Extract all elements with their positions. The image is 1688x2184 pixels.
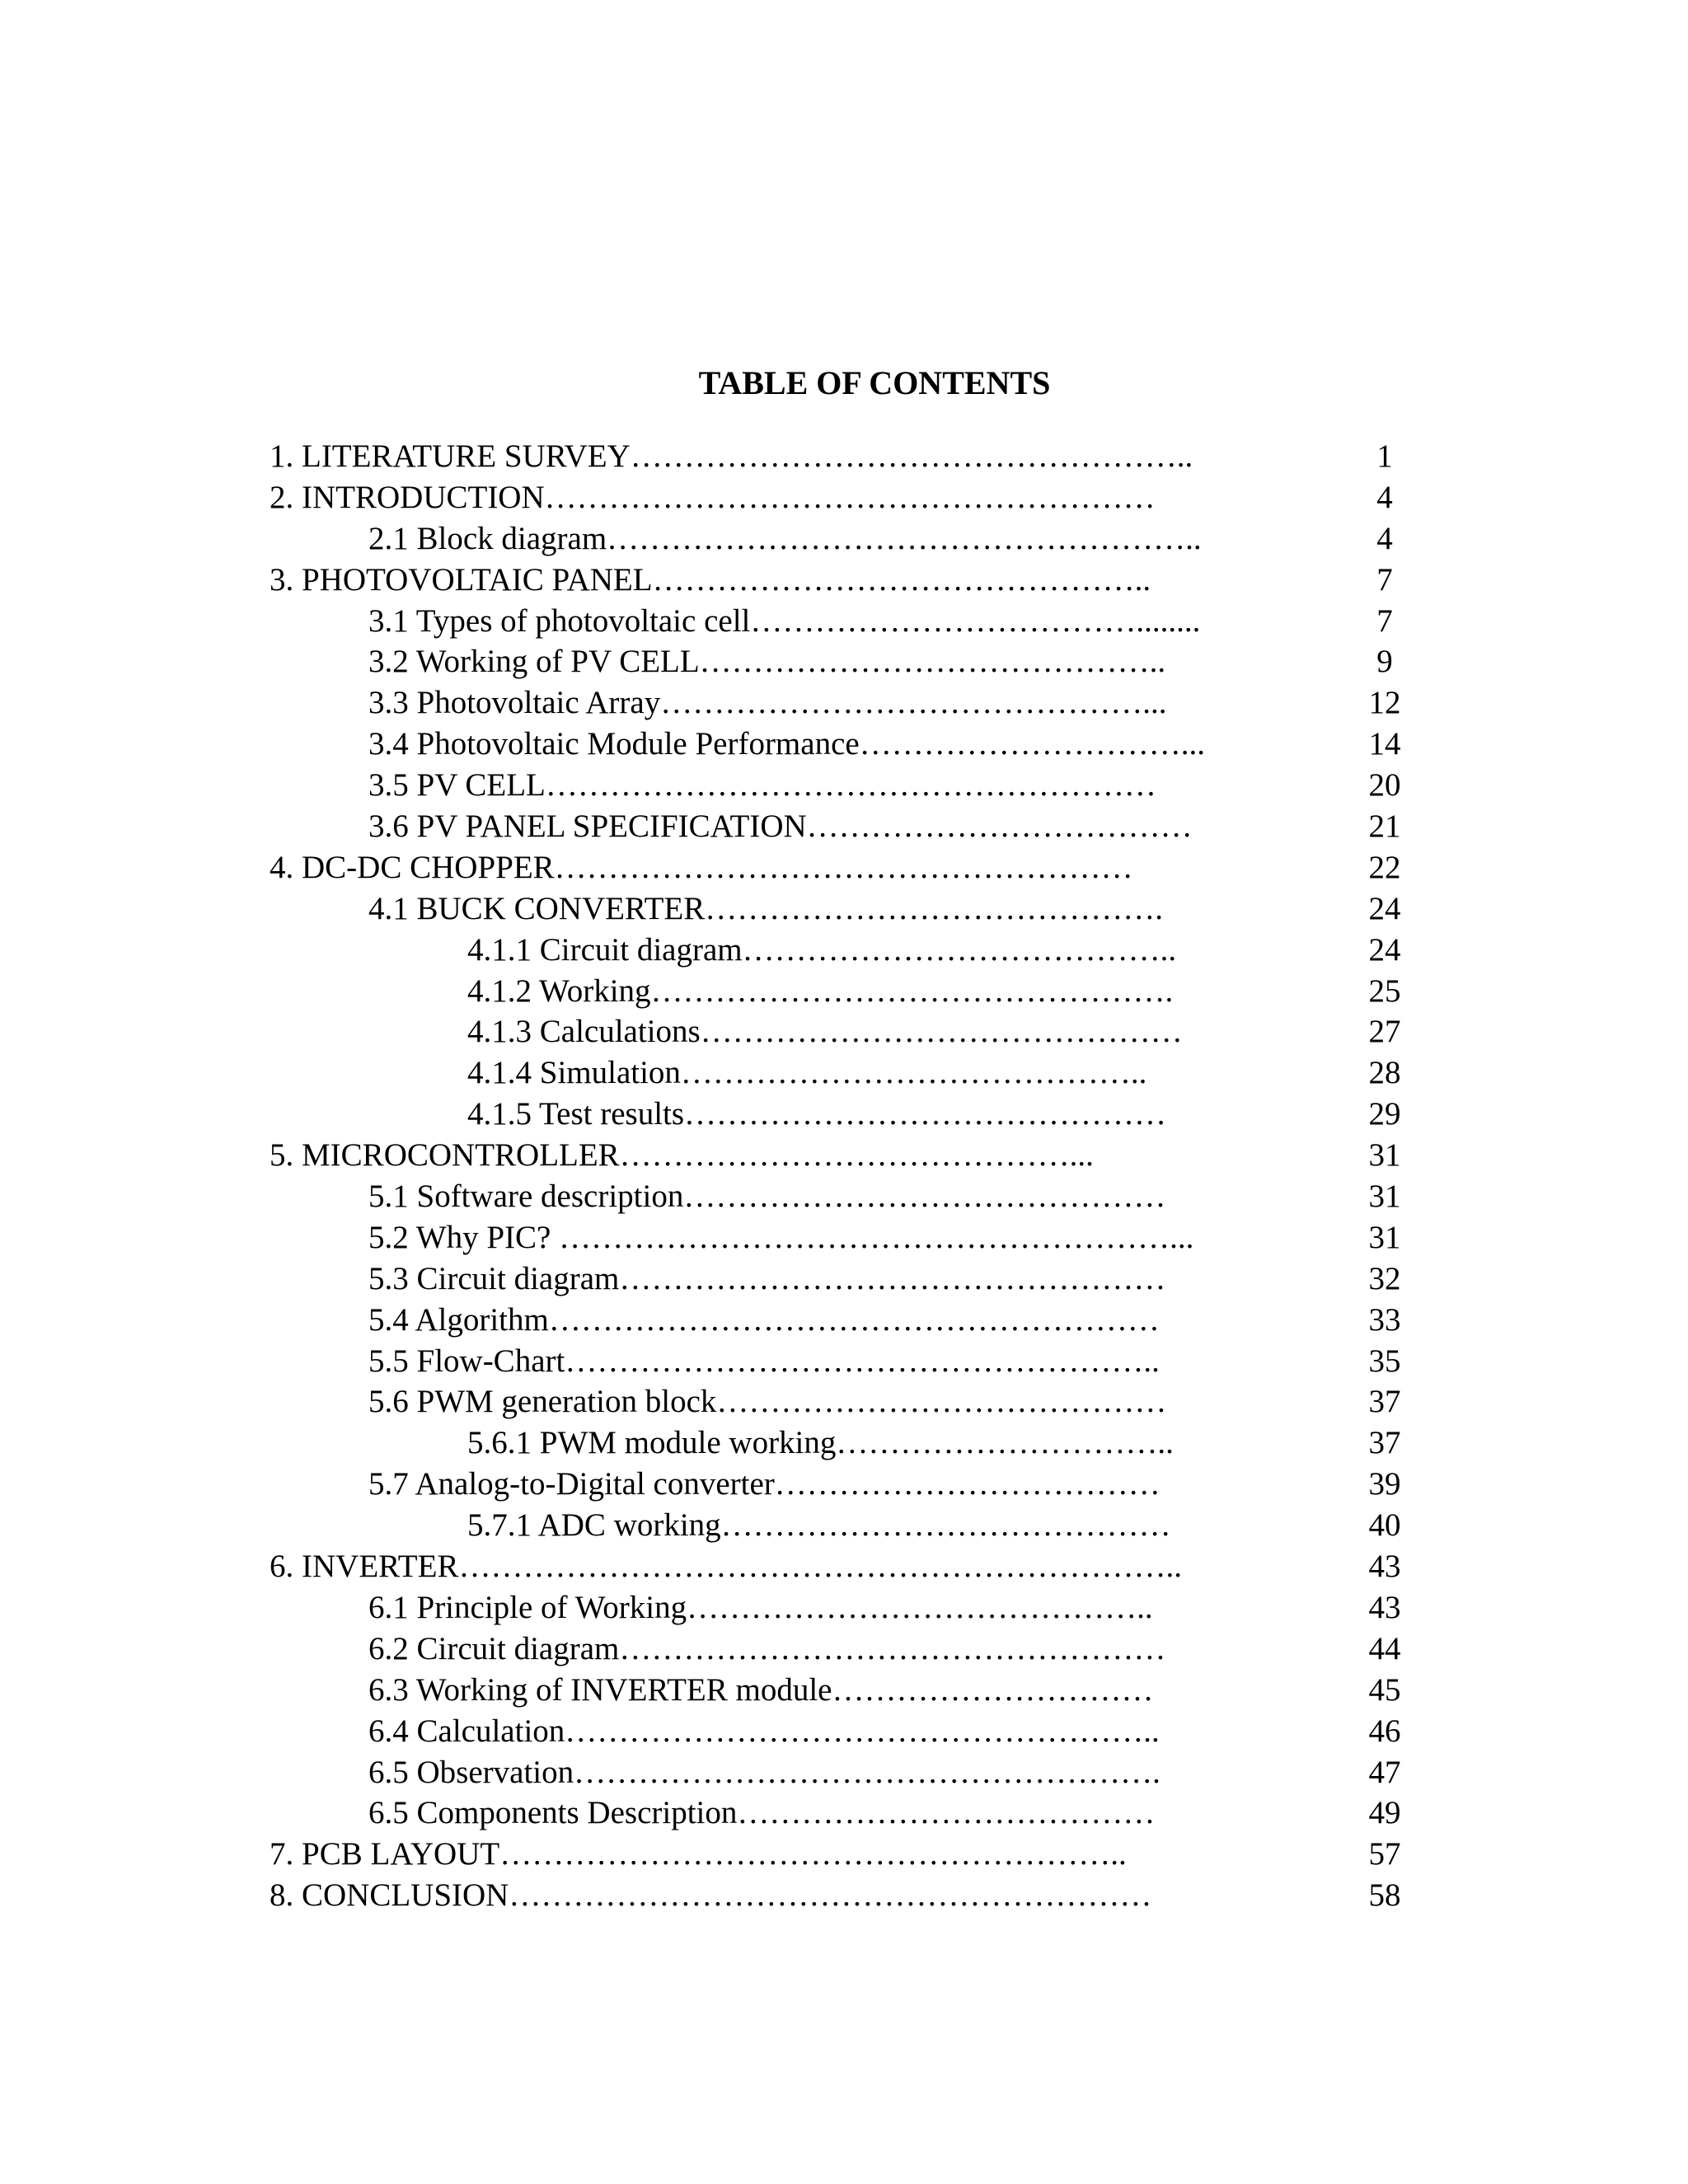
toc-entry-page-number: 14 bbox=[1368, 726, 1401, 762]
toc-entry-page-number: 29 bbox=[1368, 1096, 1401, 1132]
toc-entry bbox=[0, 1872, 1688, 1913]
toc-entry bbox=[0, 1173, 1688, 1214]
toc-title: TABLE OF CONTENTS bbox=[698, 364, 1051, 401]
toc-entry-page-number: 31 bbox=[1368, 1179, 1401, 1215]
toc-entry-page-number: 21 bbox=[1368, 808, 1401, 845]
toc-entry-page-number: 7 bbox=[1376, 561, 1393, 598]
toc-entry-page-number: 44 bbox=[1368, 1630, 1401, 1666]
toc-entry bbox=[0, 803, 1688, 844]
toc-entry-page-number: 20 bbox=[1368, 767, 1401, 804]
toc-entry-title: 5.1 Software description……………………………………… bbox=[368, 1179, 1166, 1215]
toc-entry-page-number: 43 bbox=[1368, 1549, 1401, 1585]
toc-entry-title: 5. MICROCONTROLLER……………………………………... bbox=[270, 1137, 1094, 1174]
toc-entry-title: 3.6 PV PANEL SPECIFICATION……………………………… bbox=[368, 808, 1193, 845]
toc-entry bbox=[0, 1789, 1688, 1830]
toc-entry bbox=[0, 1338, 1688, 1379]
toc-entry-title: 5.6.1 PWM module working………………………….. bbox=[467, 1425, 1174, 1461]
toc-entry bbox=[0, 926, 1688, 968]
toc-entry bbox=[0, 1132, 1688, 1173]
toc-entry-title: 6.5 Components Description………………………………… bbox=[368, 1795, 1156, 1831]
toc-entry-page-number: 37 bbox=[1368, 1425, 1401, 1461]
toc-entry-page-number: 7 bbox=[1376, 602, 1393, 639]
toc-entry-title: 5.6 PWM generation block…………………………………… bbox=[368, 1384, 1167, 1420]
toc-entry bbox=[0, 762, 1688, 803]
toc-entry-title: 6. INVERTER………………………………………………………….. bbox=[270, 1549, 1182, 1585]
toc-entry-title: 3.4 Photovoltaic Module Performance…………………………... bbox=[368, 726, 1205, 762]
toc-entry-title: 3.5 PV CELL………………………………………………… bbox=[368, 767, 1156, 804]
toc-entry bbox=[0, 1830, 1688, 1872]
toc-entry-page-number: 32 bbox=[1368, 1260, 1401, 1296]
toc-entry-page-number: 4 bbox=[1376, 520, 1393, 556]
toc-entry-title: 4.1.5 Test results……………………………………… bbox=[467, 1096, 1167, 1132]
toc-entry-page-number: 24 bbox=[1368, 890, 1401, 926]
toc-entry-page-number: 47 bbox=[1368, 1754, 1401, 1790]
toc-entry bbox=[0, 1419, 1688, 1460]
toc-entry bbox=[0, 1666, 1688, 1708]
toc-entry bbox=[0, 1296, 1688, 1338]
toc-entry-page-number: 28 bbox=[1368, 1055, 1401, 1091]
toc-entry-title: 7. PCB LAYOUT………………………………………………….. bbox=[270, 1836, 1127, 1872]
toc-entry bbox=[0, 1214, 1688, 1255]
toc-entry-page-number: 37 bbox=[1368, 1384, 1401, 1420]
toc-entry-title: 4.1.3 Calculations……………………………………… bbox=[467, 1014, 1183, 1050]
toc-entry bbox=[0, 1090, 1688, 1132]
toc-entry-title: 6.4 Calculation……………………………………………….. bbox=[368, 1713, 1160, 1749]
toc-entry-page-number: 45 bbox=[1368, 1671, 1401, 1708]
toc-entry-page-number: 9 bbox=[1376, 644, 1393, 680]
toc-entry-page-number: 24 bbox=[1368, 931, 1401, 968]
toc-entry-title: 6.2 Circuit diagram…………………………………………… bbox=[368, 1630, 1166, 1666]
toc-entry-page-number: 43 bbox=[1368, 1589, 1401, 1625]
toc-entry bbox=[0, 1708, 1688, 1749]
toc-entry bbox=[0, 638, 1688, 679]
toc-entry bbox=[0, 885, 1688, 926]
toc-entry-title: 6.1 Principle of Working…………………………………….. bbox=[368, 1589, 1153, 1625]
toc-entry bbox=[0, 844, 1688, 885]
toc-entry bbox=[0, 1378, 1688, 1419]
toc-entry bbox=[0, 720, 1688, 762]
toc-entry-page-number: 58 bbox=[1368, 1877, 1401, 1914]
toc-entry-title: 5.7 Analog-to-Digital converter……………………………… bbox=[368, 1466, 1160, 1502]
toc-entry bbox=[0, 474, 1688, 515]
toc-entry-page-number: 39 bbox=[1368, 1466, 1401, 1502]
toc-entry-page-number: 31 bbox=[1368, 1137, 1401, 1174]
toc-entry-title: 4. DC-DC CHOPPER……………………………………………… bbox=[270, 849, 1133, 885]
toc-entry bbox=[0, 679, 1688, 720]
toc-entry-title: 5.3 Circuit diagram…………………………………………… bbox=[368, 1260, 1166, 1296]
toc-entry bbox=[0, 1502, 1688, 1543]
toc-entry-title: 1. LITERATURE SURVEY…………………………………………….. bbox=[270, 438, 1193, 474]
toc-entry bbox=[0, 1255, 1688, 1296]
toc-entry-page-number: 35 bbox=[1368, 1343, 1401, 1379]
toc-entry bbox=[0, 1008, 1688, 1049]
toc-entry-title: 2.1 Block diagram……………………………………………….. bbox=[368, 520, 1202, 556]
toc-entry-page-number: 49 bbox=[1368, 1795, 1401, 1831]
toc-entry-page-number: 1 bbox=[1376, 438, 1393, 474]
toc-entry bbox=[0, 1625, 1688, 1666]
toc-entry-page-number: 4 bbox=[1376, 479, 1393, 515]
toc-entry-page-number: 40 bbox=[1368, 1507, 1401, 1544]
toc-entry-title: 3.3 Photovoltaic Array………………………………………... bbox=[368, 685, 1167, 721]
toc-entry bbox=[0, 1543, 1688, 1584]
toc-entry bbox=[0, 515, 1688, 556]
toc-entry-title: 4.1 BUCK CONVERTER……………………………………. bbox=[368, 890, 1164, 926]
toc-entry bbox=[0, 598, 1688, 639]
toc-entry-title: 6.5 Observation………………………………………………. bbox=[368, 1754, 1160, 1790]
toc-entry-page-number: 22 bbox=[1368, 849, 1401, 885]
toc-entry-page-number: 27 bbox=[1368, 1014, 1401, 1050]
toc-entry-title: 5.2 Why PIC? …………………………………………………... bbox=[368, 1219, 1194, 1255]
toc-entry-title: 3.1 Types of photovoltaic cell………………………………........ bbox=[368, 602, 1201, 639]
toc-entry-title: 5.5 Flow-Chart……………………………………………….. bbox=[368, 1343, 1160, 1379]
toc-entry bbox=[0, 1460, 1688, 1502]
toc-entry-title: 2. INTRODUCTION………………………………………………… bbox=[270, 479, 1156, 515]
toc-entry-page-number: 33 bbox=[1368, 1301, 1401, 1338]
toc-entry-title: 4.1.2 Working…………………………………………. bbox=[467, 972, 1174, 1009]
toc-entry-title: 5.4 Algorithm………………………………………………… bbox=[368, 1301, 1160, 1338]
toc-list bbox=[0, 433, 1688, 1913]
toc-entry-page-number: 31 bbox=[1368, 1219, 1401, 1255]
toc-entry bbox=[0, 1584, 1688, 1625]
toc-entry-page-number: 57 bbox=[1368, 1836, 1401, 1872]
toc-entry-page-number: 12 bbox=[1368, 685, 1401, 721]
toc-entry-title: 6.3 Working of INVERTER module………………………… bbox=[368, 1671, 1154, 1708]
toc-entry-page-number: 46 bbox=[1368, 1713, 1401, 1749]
toc-entry-title: 3.2 Working of PV CELL…………………………………….. bbox=[368, 644, 1166, 680]
toc-entry bbox=[0, 968, 1688, 1009]
toc-entry-title: 5.7.1 ADC working…………………………………… bbox=[467, 1507, 1171, 1544]
toc-entry bbox=[0, 433, 1688, 474]
toc-entry bbox=[0, 1049, 1688, 1090]
toc-entry-page-number: 25 bbox=[1368, 972, 1401, 1009]
toc-entry bbox=[0, 1749, 1688, 1790]
toc-entry-title: 8. CONCLUSION…………………………………………………… bbox=[270, 1877, 1152, 1914]
toc-entry bbox=[0, 556, 1688, 598]
toc-entry-title: 4.1.4 Simulation…………………………………….. bbox=[467, 1055, 1147, 1091]
toc-entry-title: 3. PHOTOVOLTAIC PANEL……………………………………….. bbox=[270, 561, 1151, 598]
toc-entry-title: 4.1.1 Circuit diagram………………………………….. bbox=[467, 931, 1177, 968]
